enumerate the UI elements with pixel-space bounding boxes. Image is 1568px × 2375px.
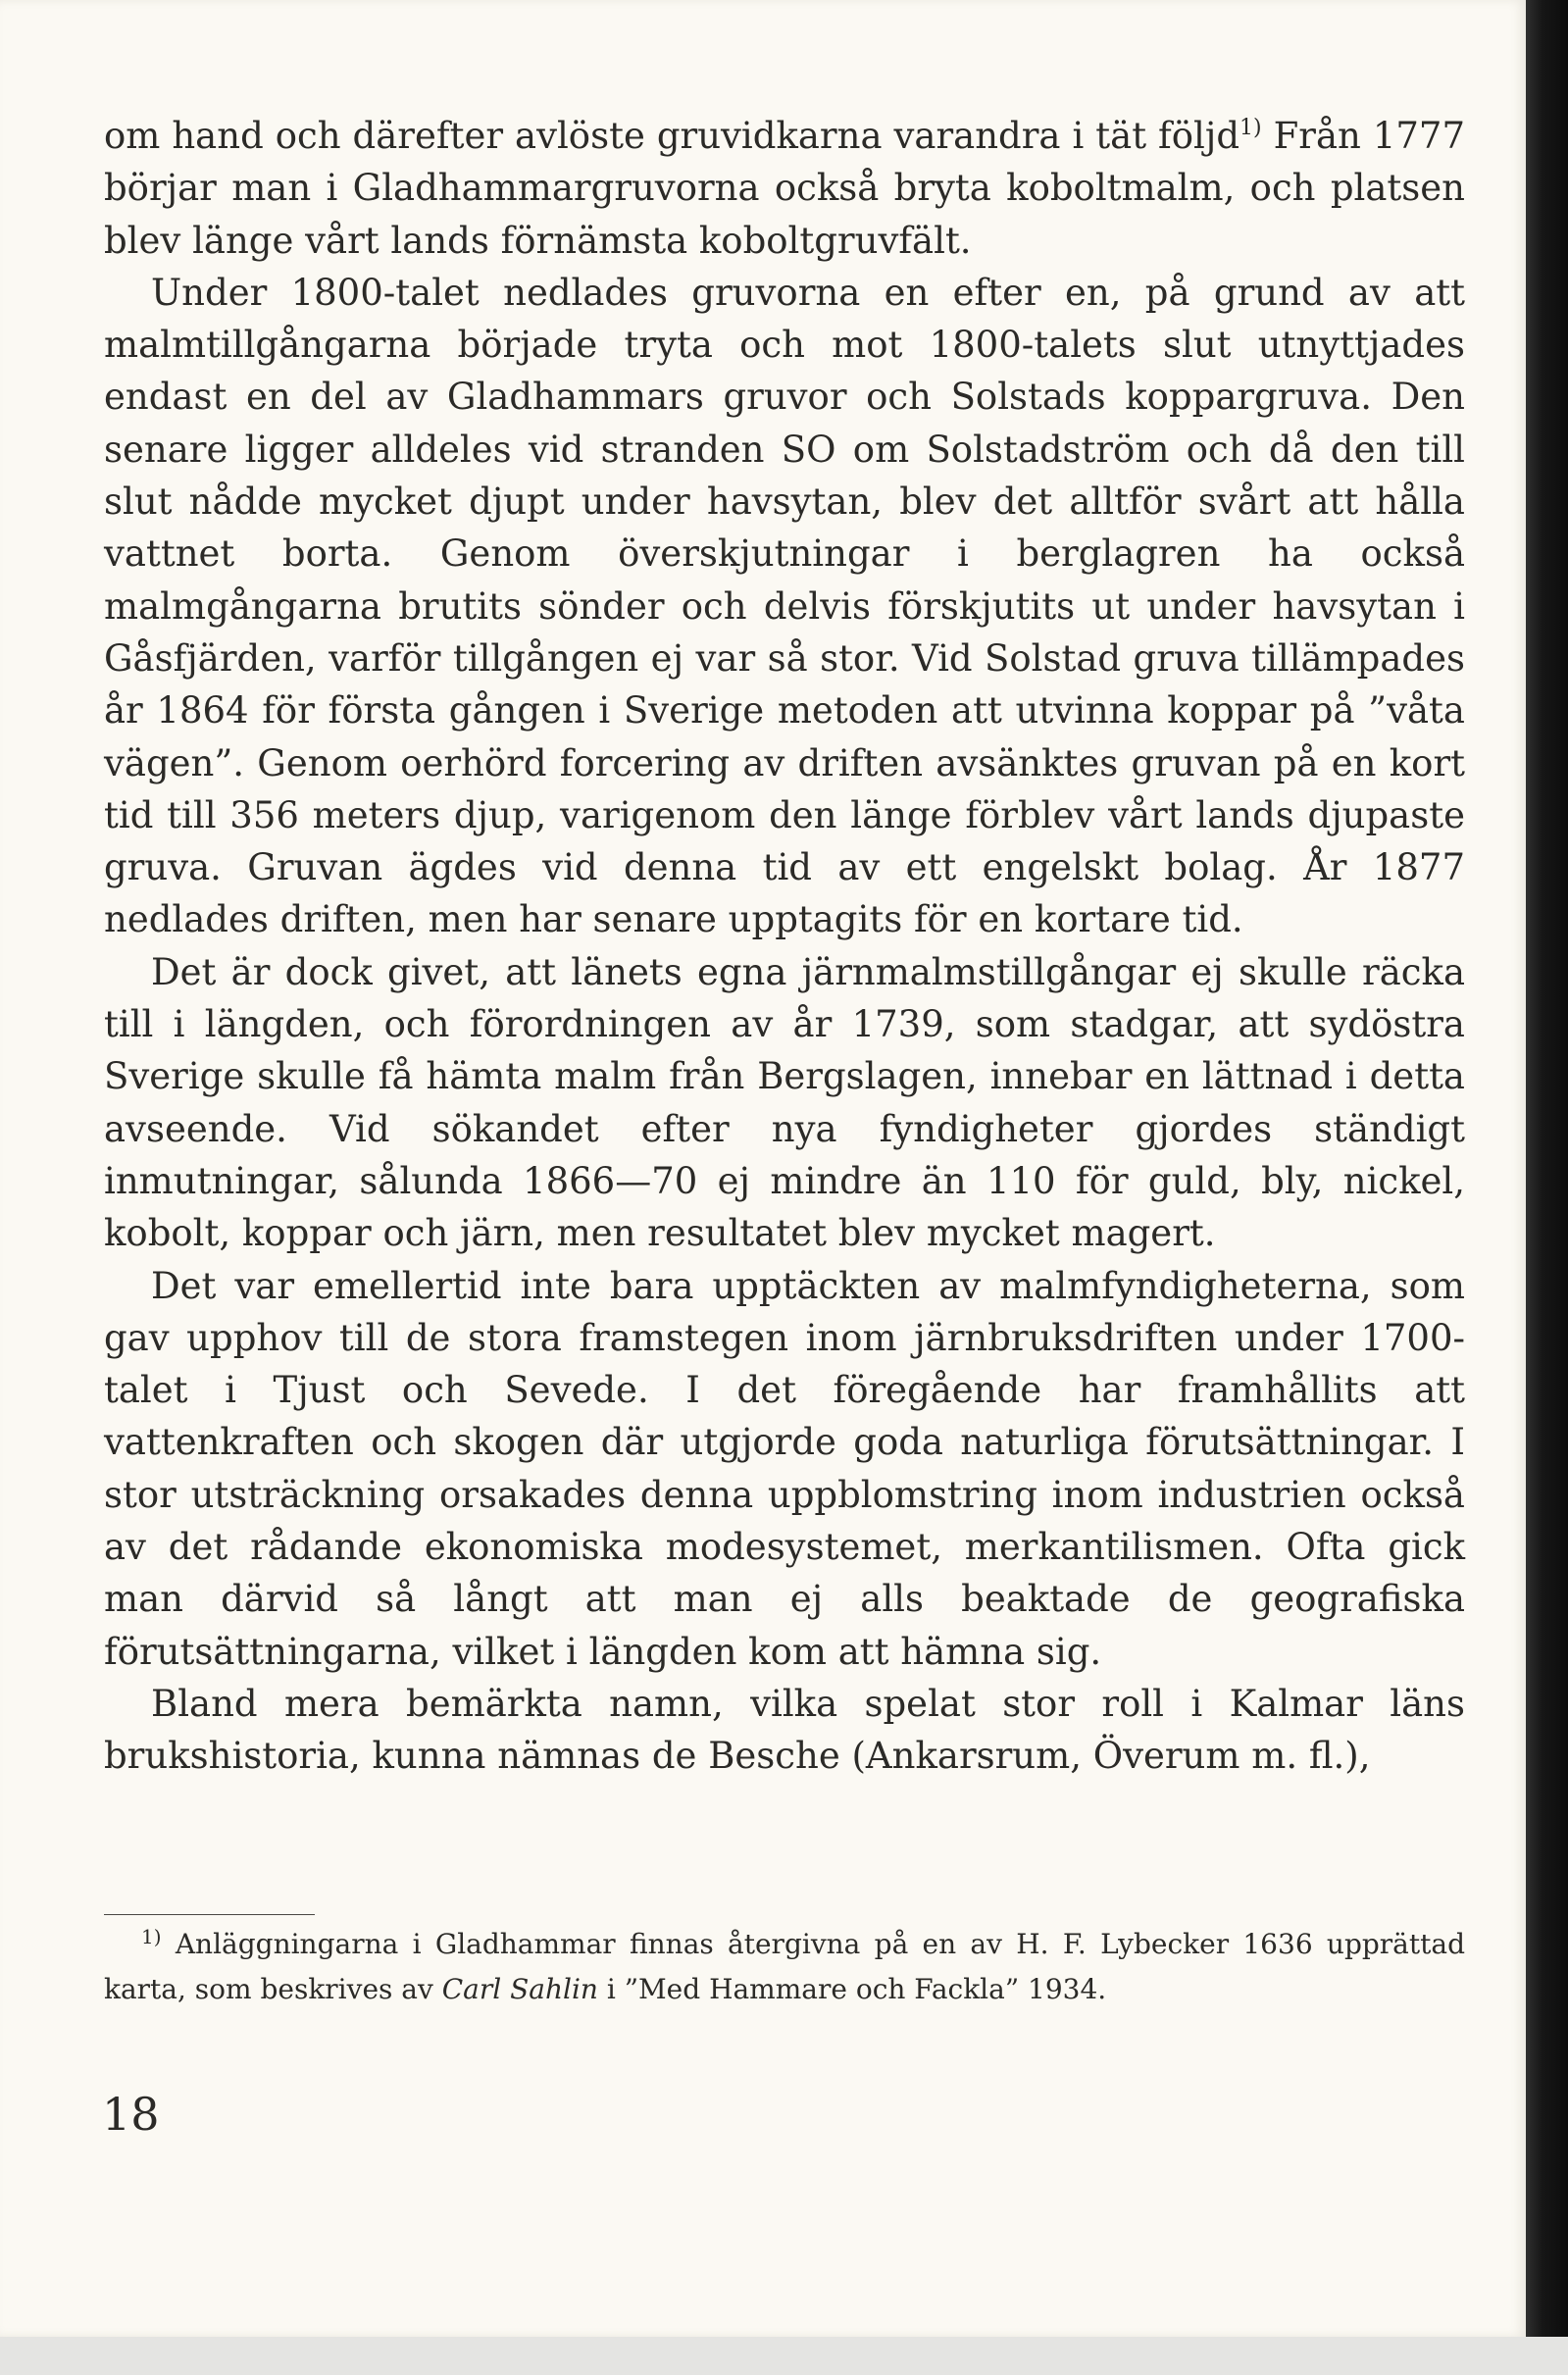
paragraph-3: Det är dock givet, att länets egna järnmalmstillgångar ej skulle räcka till i längden, och förordningen av år 1739, som stadgar, att sydöstra Sverige skulle få hämta malm från Bergslagen, innebar en lättnad i detta avseende. Vid sökandet efter nya fyndigheter gjordes ständigt inmutningar, sålunda 1866—70 ej mindre än 110 för guld, bly, nickel, kobolt, koppar och järn, men resultatet blev mycket magert. (104, 950, 1465, 1255)
footnote-marker: 1) (141, 1925, 162, 1948)
footnote-text-after: i ”Med Hammare och Fackla” 1934. (597, 1973, 1107, 2005)
paragraph-4: Det var emellertid inte bara upptäckten av malmfyndigheterna, som gav upphov till de stora framstegen inom järnbruksdriften under 1700-talet i Tjust och Sevede. I det föregående har framhållits att vattenkraften och skogen där utgjorde goda naturliga förutsättningar. I stor utsträckning orsakades denna uppblomstring inom industrien också av det rådande ekonomiska modesystemet, merkantilismen. Ofta gick man därvid så långt att man ej alls beaktade de geografiska förutsättningarna, vilket i längden kom att hämna sig. (104, 1264, 1465, 1673)
footnote-text-before: Anläggningarna i Gladhammar finnas återgivna på en av H. F. Lybecker 1636 upprättad karta, som beskrives av (104, 1928, 1465, 2005)
footnote-reference: 1) (1239, 116, 1262, 140)
footnote (104, 1922, 1465, 2012)
book-binding-edge (1526, 0, 1568, 2337)
footnote-author: Carl Sahlin (441, 1973, 598, 2005)
paragraph-1-text-before: om hand och därefter avlöste gruvidkarna varandra i tät följd (104, 115, 1240, 157)
paragraph-5: Bland mera bemärkta namn, vilka spelat stor roll i Kalmar läns brukshistoria, kunna nämnas de Besche (Ankarsrum, Överum m. fl.), (104, 1682, 1465, 1778)
paragraph-2: Under 1800-talet nedlades gruvorna en efter en, på grund av att malmtillgångarna började tryta och mot 1800-talets slut utnyttjades endast en del av Gladhammars gruvor och Solstads koppargruva. Den senare ligger alldeles vid stranden SO om Solstadström och då den till slut nådde mycket djupt under havsytan, blev det alltför svårt att hålla vattnet borta. Genom överskjutningar i berglagren ha också malmgångarna brutits sönder och delvis förskjutits ut under havsytan i Gåsfjärden, varför tillgången ej var så stor. Vid Solstad gruva tillämpades år 1864 för första gången i Sverige metoden att utvinna koppar på ”våta vägen”. Genom oerhörd forcering av driften avsänktes gruvan på en kort tid till 356 meters djup, varigenom den länge förblev vårt lands djupaste gruva. Gruvan ägdes vid denna tid av ett engelskt bolag. År 1877 nedlades driften, men har senare upptagits för en kortare tid. (104, 271, 1465, 941)
scan-bottom-margin (0, 2337, 1568, 2375)
body-text (104, 110, 1465, 1783)
paragraph-1-text-after: Från 1777 börjar man i Gladhammargruvorna också bryta koboltmalm, och platsen blev länge vårt lands förnämsta koboltgruvfält. (104, 115, 1465, 262)
page-number: 18 (102, 2088, 160, 2141)
paragraph-1 (104, 110, 1465, 267)
footnote-divider (104, 1914, 315, 1915)
